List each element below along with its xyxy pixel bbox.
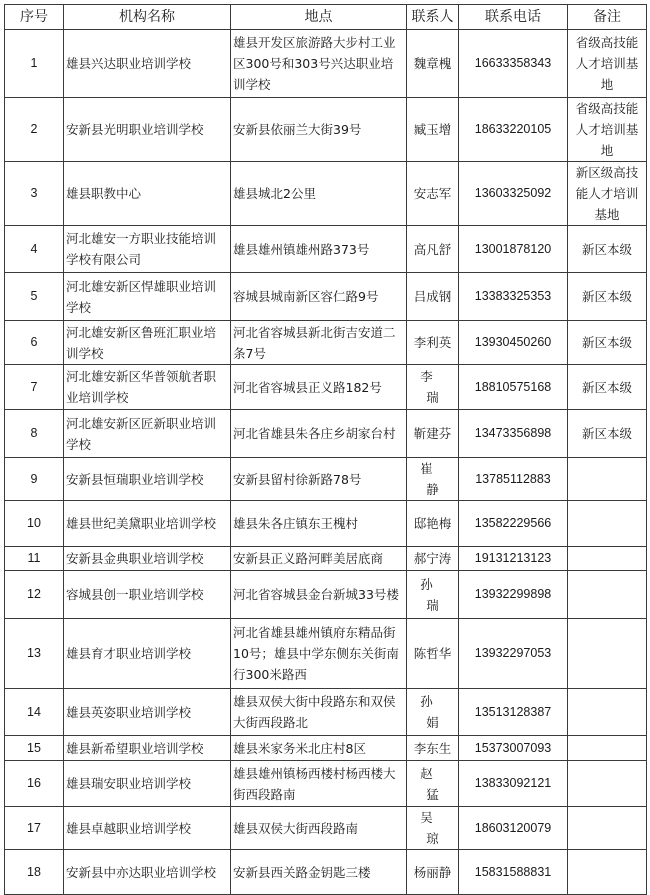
row-contact [407, 571, 459, 619]
row-contact: 靳建芬 [407, 410, 459, 458]
contact-name-spaced: 崔静 [420, 461, 451, 497]
row-phone: 13932299898 [459, 571, 568, 619]
row-note: 新区本级 [568, 226, 647, 273]
row-phone: 19131213123 [459, 547, 568, 571]
row-phone: 13833092121 [459, 761, 568, 807]
row-address: 安新县留村徐新路78号 [231, 458, 407, 501]
row-name: 河北雄安新区华普领航者职业培训学校 [64, 365, 231, 410]
row-address: 雄县双侯大街中段路东和双侯大街西段路北 [231, 689, 407, 736]
row-contact [407, 807, 459, 850]
row-note: 省级高技能人才培训基地 [568, 98, 647, 162]
table-row [5, 273, 647, 321]
row-note: 新区本级 [568, 365, 647, 410]
training-schools-table [4, 4, 647, 895]
header-phone: 联系电话 [459, 5, 568, 30]
table-row [5, 321, 647, 365]
row-name: 安新县光明职业培训学校 [64, 98, 231, 162]
header-row [5, 5, 647, 30]
row-contact: 安志军 [407, 162, 459, 226]
row-phone: 18603120079 [459, 807, 568, 850]
row-address: 安新县西关路金钥匙三楼 [231, 850, 407, 895]
row-phone: 13513128387 [459, 689, 568, 736]
row-name: 雄县瑞安职业培训学校 [64, 761, 231, 807]
header-address: 地点 [231, 5, 407, 30]
row-phone: 13603325092 [459, 162, 568, 226]
row-index: 4 [5, 226, 64, 273]
row-name: 雄县世纪美黛职业培训学校 [64, 501, 231, 547]
row-note: 新区本级 [568, 273, 647, 321]
row-index: 13 [5, 619, 64, 689]
row-address: 安新县正义路河畔美居底商 [231, 547, 407, 571]
row-address: 河北省雄县朱各庄乡胡家台村 [231, 410, 407, 458]
row-phone: 13930450260 [459, 321, 568, 365]
row-index: 8 [5, 410, 64, 458]
row-contact: 陈哲华 [407, 619, 459, 689]
row-phone: 15373007093 [459, 736, 568, 761]
table-row [5, 458, 647, 501]
row-name: 河北雄安新区匠新职业培训学校 [64, 410, 231, 458]
table-row [5, 761, 647, 807]
row-note [568, 850, 647, 895]
row-phone: 13383325353 [459, 273, 568, 321]
row-index: 2 [5, 98, 64, 162]
row-address: 雄县开发区旅游路大步村工业区300号和303号兴达职业培训学校 [231, 30, 407, 98]
row-note [568, 501, 647, 547]
row-phone: 13582229566 [459, 501, 568, 547]
row-note [568, 736, 647, 761]
row-index: 14 [5, 689, 64, 736]
table-row [5, 30, 647, 98]
table-row [5, 807, 647, 850]
row-phone: 13473356898 [459, 410, 568, 458]
row-address: 雄县双侯大街西段路南 [231, 807, 407, 850]
row-name: 河北雄安新区悍雄职业培训学校 [64, 273, 231, 321]
row-address: 河北省雄县雄州镇府东精品街10号；雄县中学东侧东关街南行300米路西 [231, 619, 407, 689]
row-contact: 李东生 [407, 736, 459, 761]
row-note [568, 689, 647, 736]
table-row [5, 850, 647, 895]
header-contact: 联系人 [407, 5, 459, 30]
row-note [568, 571, 647, 619]
row-address: 容城县城南新区容仁路9号 [231, 273, 407, 321]
row-note [568, 547, 647, 571]
row-name: 安新县金典职业培训学校 [64, 547, 231, 571]
table-row [5, 410, 647, 458]
table-row [5, 619, 647, 689]
row-address: 雄县城北2公里 [231, 162, 407, 226]
row-note [568, 619, 647, 689]
table-row [5, 736, 647, 761]
row-contact [407, 458, 459, 501]
row-phone: 13001878120 [459, 226, 568, 273]
contact-name-spaced: 李瑞 [420, 369, 451, 405]
row-contact [407, 689, 459, 736]
row-phone: 18810575168 [459, 365, 568, 410]
row-contact: 高凡舒 [407, 226, 459, 273]
row-contact: 魏章槐 [407, 30, 459, 98]
contact-name-spaced: 赵猛 [420, 765, 451, 802]
row-contact: 郝宁涛 [407, 547, 459, 571]
row-contact: 李利英 [407, 321, 459, 365]
row-phone: 13785112883 [459, 458, 568, 501]
row-contact [407, 761, 459, 807]
row-index: 6 [5, 321, 64, 365]
row-index: 10 [5, 501, 64, 547]
row-address: 雄县雄州镇雄州路373号 [231, 226, 407, 273]
row-name: 雄县英姿职业培训学校 [64, 689, 231, 736]
row-phone: 15831588831 [459, 850, 568, 895]
row-note: 新区本级 [568, 410, 647, 458]
row-phone: 16633358343 [459, 30, 568, 98]
row-note: 新区本级 [568, 321, 647, 365]
row-name: 安新县中亦达职业培训学校 [64, 850, 231, 895]
row-index: 9 [5, 458, 64, 501]
table-row [5, 547, 647, 571]
row-address: 雄县雄州镇杨西楼村杨西楼大街西段路南 [231, 761, 407, 807]
row-name: 雄县育才职业培训学校 [64, 619, 231, 689]
row-contact [407, 365, 459, 410]
table-row [5, 689, 647, 736]
row-index: 7 [5, 365, 64, 410]
row-address: 河北省容城县正义路182号 [231, 365, 407, 410]
contact-name-spaced: 孙瑞 [420, 576, 451, 613]
table-row [5, 501, 647, 547]
row-index: 3 [5, 162, 64, 226]
row-name: 容城县创一职业培训学校 [64, 571, 231, 619]
row-index: 16 [5, 761, 64, 807]
row-address: 雄县米家务米北庄村8区 [231, 736, 407, 761]
header-name: 机构名称 [64, 5, 231, 30]
contact-name-spaced: 孙娟 [420, 694, 451, 730]
row-address: 河北省容城县金台新城33号楼 [231, 571, 407, 619]
table-row [5, 98, 647, 162]
table-row [5, 571, 647, 619]
row-note [568, 761, 647, 807]
row-name: 安新县恒瑞职业培训学校 [64, 458, 231, 501]
row-note [568, 807, 647, 850]
header-note: 备注 [568, 5, 647, 30]
row-phone: 18633220105 [459, 98, 568, 162]
row-name: 雄县新希望职业培训学校 [64, 736, 231, 761]
row-index: 17 [5, 807, 64, 850]
row-name: 河北雄安一方职业技能培训学校有限公司 [64, 226, 231, 273]
row-note: 省级高技能人才培训基地 [568, 30, 647, 98]
header-index: 序号 [5, 5, 64, 30]
row-note [568, 458, 647, 501]
row-note: 新区级高技能人才培训基地 [568, 162, 647, 226]
row-index: 11 [5, 547, 64, 571]
row-index: 18 [5, 850, 64, 895]
row-name: 河北雄安新区鲁班汇职业培训学校 [64, 321, 231, 365]
table-row [5, 365, 647, 410]
row-address: 安新县依丽兰大街39号 [231, 98, 407, 162]
contact-name-spaced: 吴琼 [420, 810, 451, 846]
table-row [5, 162, 647, 226]
row-contact: 邸艳梅 [407, 501, 459, 547]
row-index: 1 [5, 30, 64, 98]
row-contact: 杨丽静 [407, 850, 459, 895]
row-contact: 吕成钢 [407, 273, 459, 321]
row-name: 雄县职教中心 [64, 162, 231, 226]
row-index: 5 [5, 273, 64, 321]
row-phone: 13932297053 [459, 619, 568, 689]
row-name: 雄县兴达职业培训学校 [64, 30, 231, 98]
row-name: 雄县卓越职业培训学校 [64, 807, 231, 850]
table-row [5, 226, 647, 273]
row-index: 12 [5, 571, 64, 619]
row-address: 雄县朱各庄镇东王槐村 [231, 501, 407, 547]
row-address: 河北省容城县新北街吉安道二条7号 [231, 321, 407, 365]
row-index: 15 [5, 736, 64, 761]
row-contact: 臧玉增 [407, 98, 459, 162]
